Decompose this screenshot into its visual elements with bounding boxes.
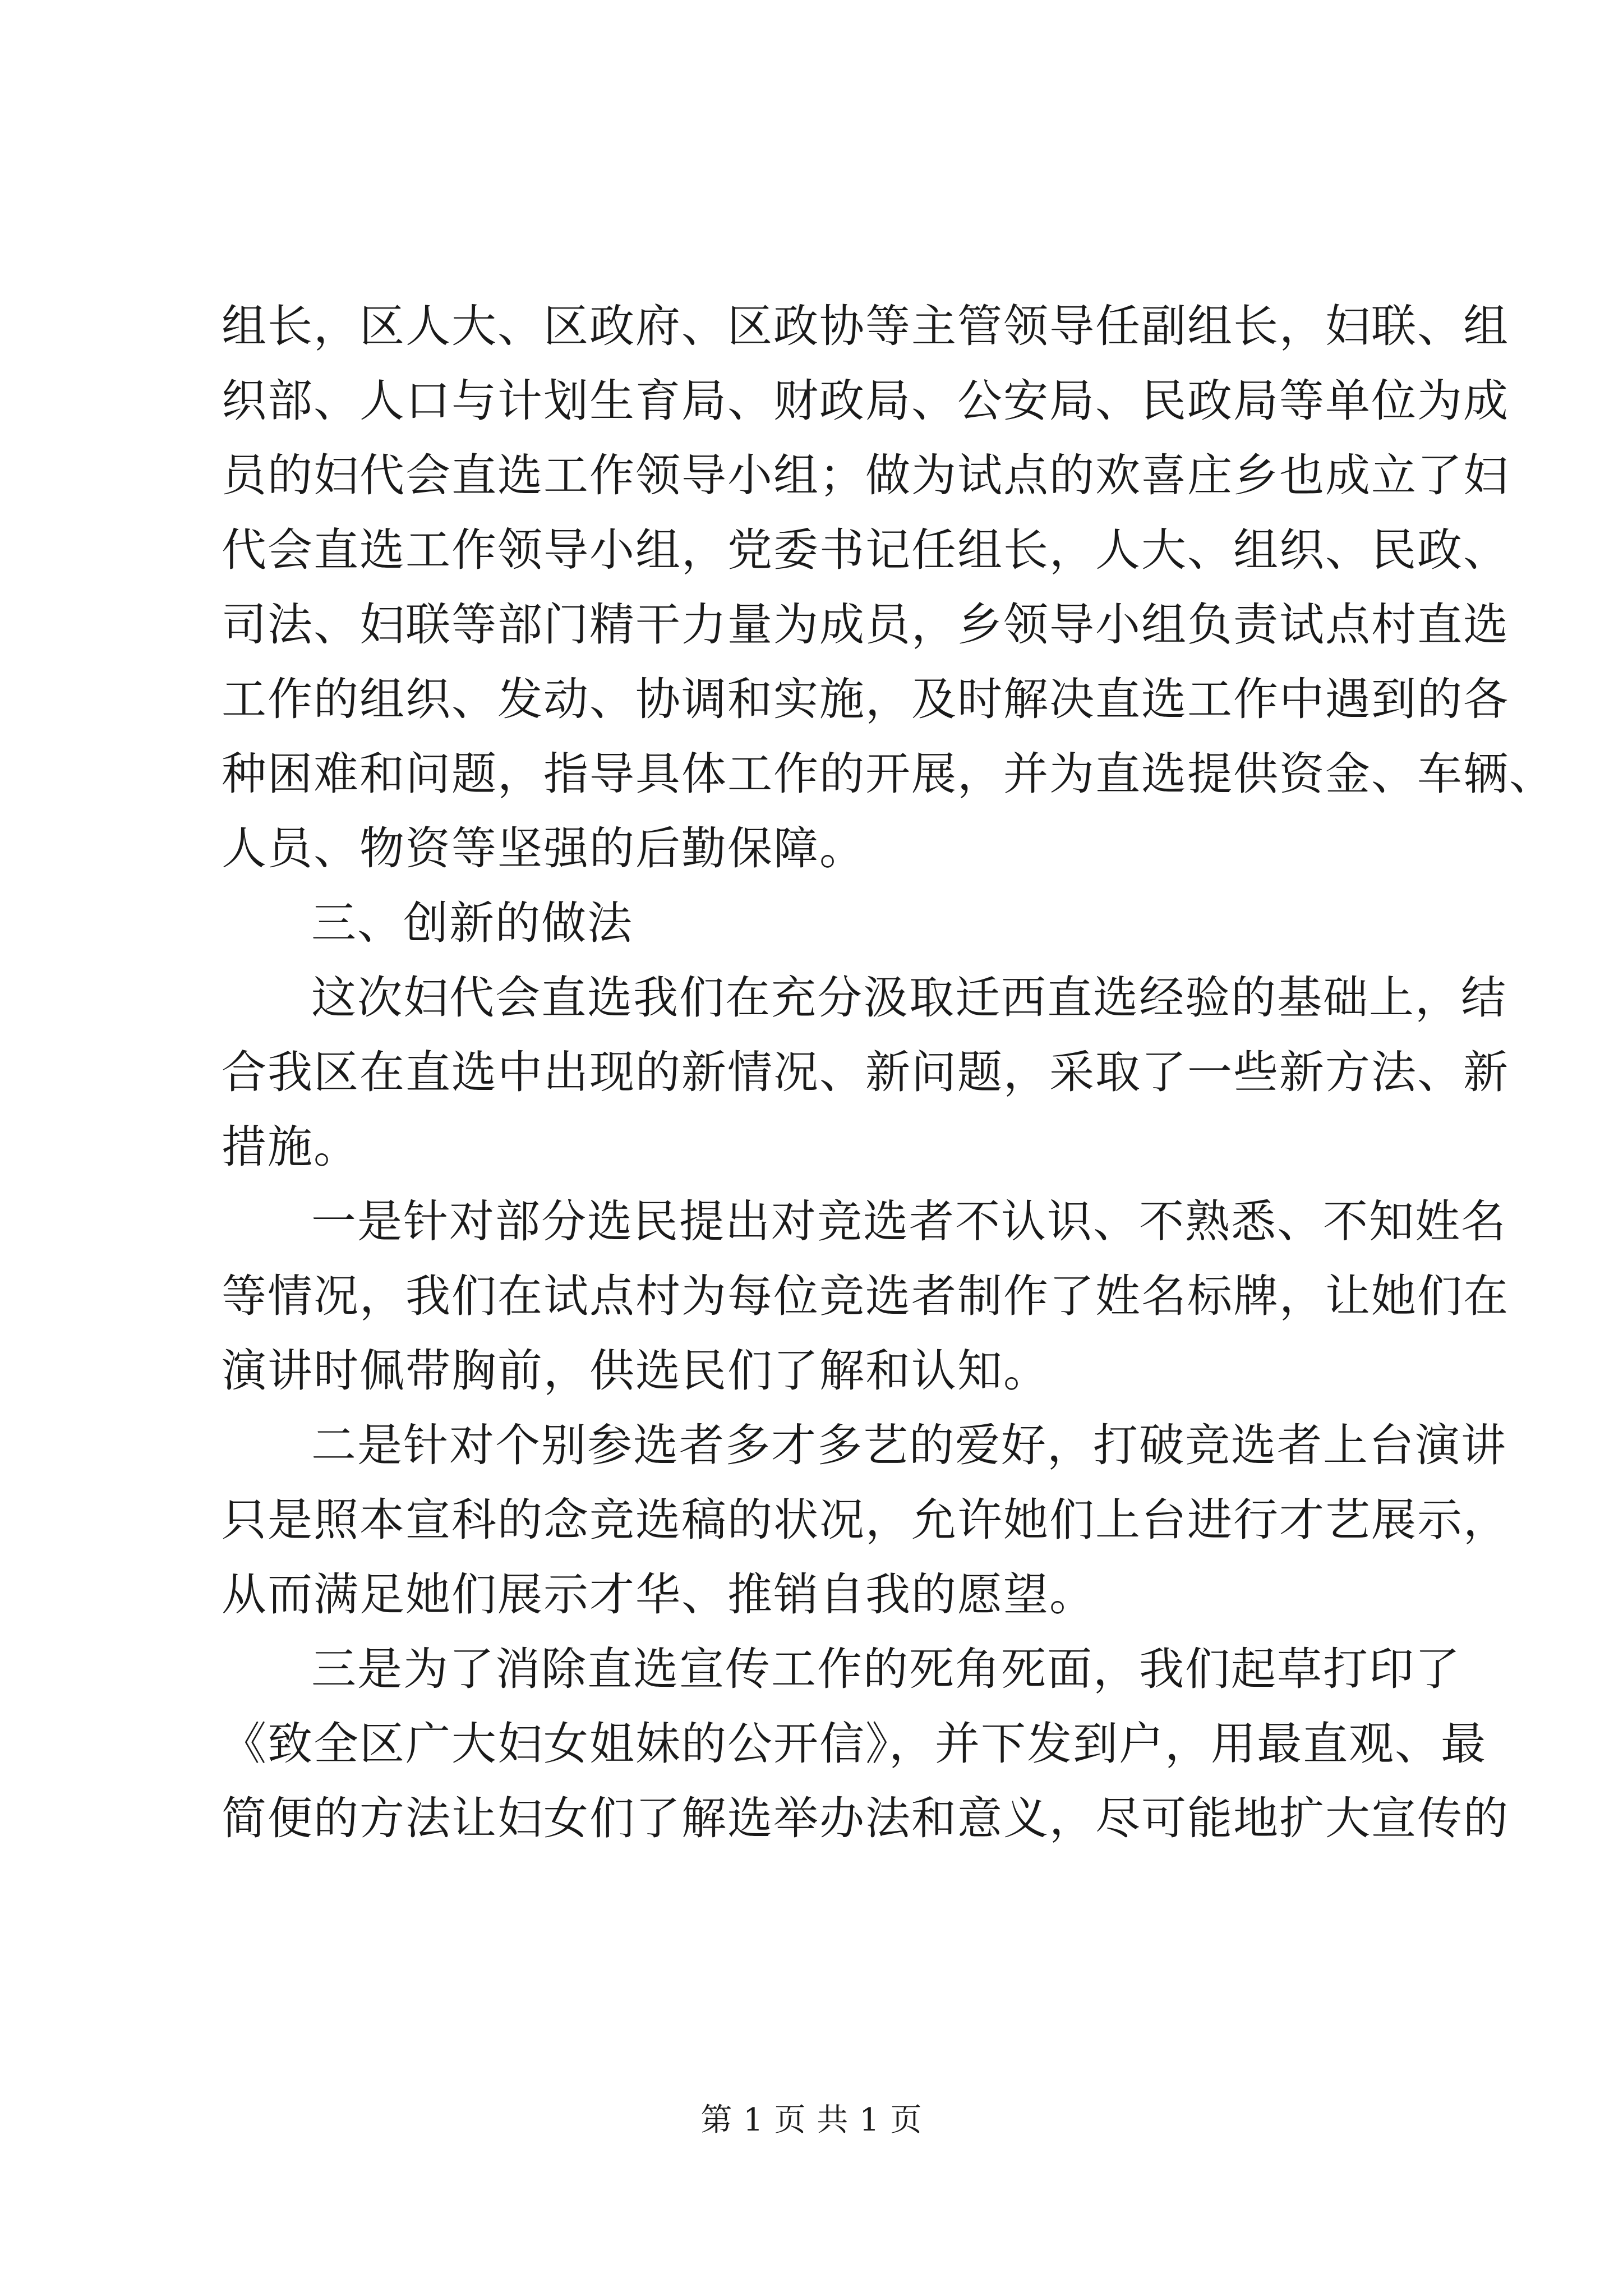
text-line: 一是针对部分选民提出对竞选者不认识、不熟悉、不知姓名 (311, 1195, 1507, 1248)
page-number-label: 第 1 页 共 1 页 (700, 2102, 923, 2138)
text-line: 组长，区人大、区政府、区政协等主管领导任副组长，妇联、组 (222, 300, 1509, 352)
text-line: 这次妇代会直选我们在充分汲取迁西直选经验的基础上，结 (311, 972, 1507, 1024)
text-line: 只是照本宣科的念竞选稿的状况，允许她们上台进行才艺展示， (222, 1494, 1509, 1546)
text-line: 措施。 (222, 1121, 359, 1173)
text-line: 等情况，我们在试点村为每位竞选者制作了姓名标牌，让她们在 (222, 1270, 1509, 1322)
document-body (222, 289, 1555, 1856)
text-line: 织部、人口与计划生育局、财政局、公安局、民政局等单位为成 (222, 375, 1509, 427)
text-line: 三是为了消除直选宣传工作的死角死面，我们起草打印了 (311, 1643, 1461, 1695)
text-line: 简便的方法让妇女们了解选举办法和意义，尽可能地扩大宣传的 (222, 1792, 1509, 1844)
text-line: 二是针对个别参选者多才多艺的爱好，打破竞选者上台演讲 (311, 1419, 1507, 1471)
text-line: 演讲时佩带胸前，供选民们了解和认知。 (222, 1345, 1049, 1397)
text-line: 人员、物资等坚强的后勤保障。 (222, 822, 865, 875)
text-line: 从而满足她们展示才华、推销自我的愿望。 (222, 1568, 1095, 1621)
section-heading: 三、创新的做法 (311, 897, 633, 949)
text-line: 种困难和问题，指导具体工作的开展，并为直选提供资金、车辆、 (222, 748, 1555, 800)
text-line: 员的妇代会直选工作领导小组；做为试点的欢喜庄乡也成立了妇 (222, 449, 1509, 501)
text-line: 《致全区广大妇女姐妹的公开信》，并下发到户，用最直观、最 (222, 1718, 1487, 1770)
page-footer (0, 2098, 1623, 2143)
text-line: 合我区在直选中出现的新情况、新问题，采取了一些新方法、新 (222, 1046, 1509, 1098)
text-line: 司法、妇联等部门精干力量为成员，乡领导小组负责试点村直选 (222, 599, 1509, 651)
text-line: 工作的组织、发动、协调和实施，及时解决直选工作中遇到的各 (222, 673, 1509, 725)
text-line: 代会直选工作领导小组，党委书记任组长，人大、组织、民政、 (222, 524, 1509, 576)
